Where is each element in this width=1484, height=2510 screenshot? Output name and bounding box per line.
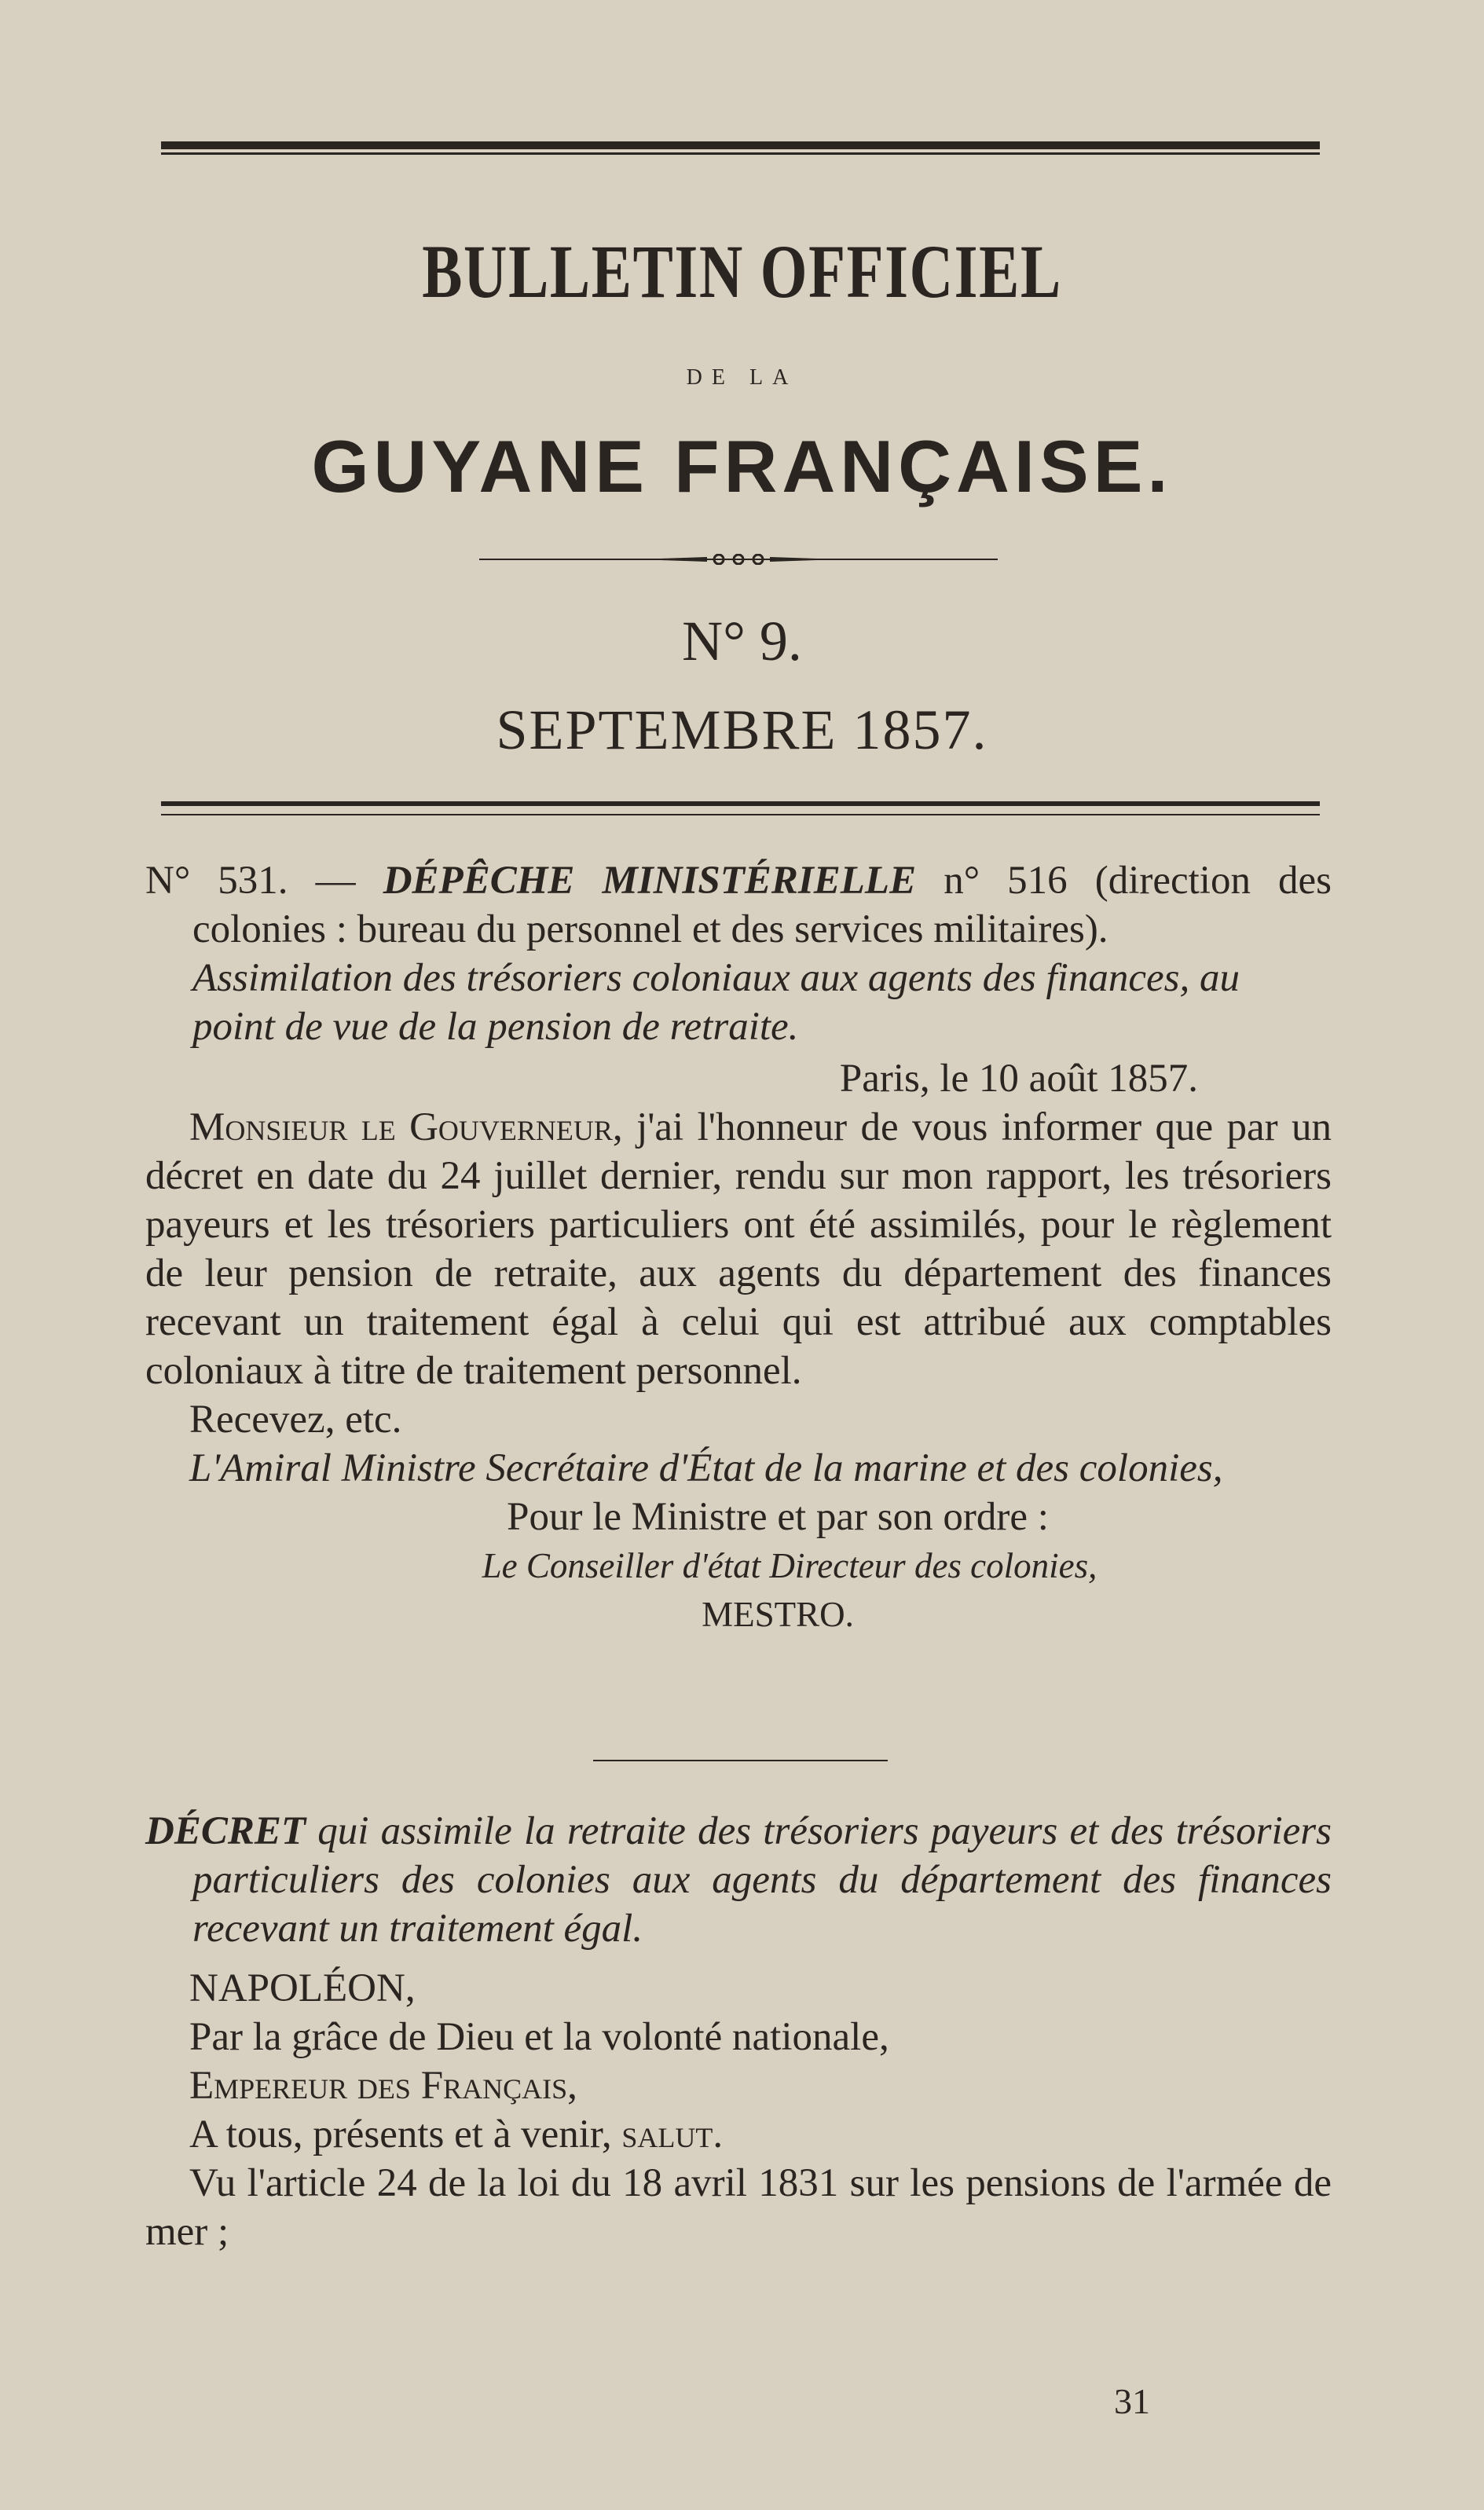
- depeche-body: [145, 1103, 1332, 1395]
- issue-date: SEPTEMBRE 1857.: [496, 698, 988, 761]
- decret-heading-rest: qui assimile la retraite des trésoriers payeurs et des trésoriers particuliers des colonies aux agents du département des finances recevant un traitement égal.: [192, 1809, 1332, 1951]
- depeche-title: DÉPÊCHE MINISTÉRIELLE: [383, 859, 917, 903]
- top-rule-thin: [161, 152, 1320, 155]
- signatory-role: Le Conseiller d'état Directeur des colonies,: [482, 1546, 1097, 1585]
- depeche-number: N° 531. —: [145, 859, 356, 903]
- depeche-salutation: Monsieur le Gouverneur,: [189, 1105, 623, 1149]
- decret-section: [145, 1807, 1332, 2256]
- depeche-body-text: j'ai l'honneur de vous informer que par un décret en date du 24 juillet dernier, rendu sur mon rapport, les trésoriers payeurs et les trésoriers particuliers ont été assimilés, pour le règlement de leur pension de retraite, aux agents du département des finances recevant un traitement égal à celui qui est attribué aux comptables coloniaux à titre de traitement personnel.: [145, 1105, 1332, 1393]
- bulletin-title: BULLETIN OFFICIEL: [422, 229, 1062, 313]
- signatory-name: MESTRO.: [702, 1595, 854, 1634]
- mid-rule-thick: [161, 801, 1320, 806]
- decret-vu: Vu l'article 24 de la loi du 18 avril 1831 sur les pensions de l'armée de mer ;: [145, 2161, 1332, 2254]
- ornament-divider: [479, 554, 998, 565]
- bulletin-title-de: DE LA: [686, 365, 798, 390]
- depeche-section: [145, 856, 1332, 1639]
- depeche-closing: Recevez, etc.: [189, 1398, 402, 1442]
- mid-rule-thin: [161, 814, 1320, 815]
- depeche-place-date: Paris, le 10 août 1857.: [839, 1057, 1198, 1101]
- depeche-subject: Assimilation des trésoriers coloniaux aux agents des finances, au point de vue de la pension de retraite.: [192, 956, 1240, 1049]
- decret-salut-b: salut.: [621, 2112, 724, 2156]
- top-rule-thick: [161, 141, 1320, 149]
- signatory-order: Pour le Ministre et par son ordre :: [507, 1495, 1049, 1539]
- page-number: 31: [1114, 2381, 1150, 2421]
- depeche-heading-rest: n° 516 (direction des colonies : bureau du personnel et des services militaires).: [192, 859, 1332, 951]
- section-separator: [593, 1760, 888, 1761]
- decret-sovereign: NAPOLÉON,: [189, 1966, 416, 2010]
- depeche-heading: [145, 856, 1332, 954]
- decret-salut: [145, 2110, 1332, 2159]
- decret-grace: Par la grâce de Dieu et la volonté nationale,: [189, 2015, 889, 2059]
- decret-heading: [145, 1807, 1332, 1953]
- decret-salut-a: A tous, présents et à venir,: [189, 2112, 612, 2156]
- decret-title: DÉCRET: [145, 1809, 306, 1853]
- issue-number: N° 9.: [682, 610, 802, 672]
- decret-emperor: Empereur des Français,: [189, 2064, 577, 2108]
- bulletin-title-guyane: GUYANE FRANÇAISE.: [311, 425, 1173, 507]
- signatory-title: L'Amiral Ministre Secrétaire d'État de la marine et des colonies,: [189, 1446, 1223, 1490]
